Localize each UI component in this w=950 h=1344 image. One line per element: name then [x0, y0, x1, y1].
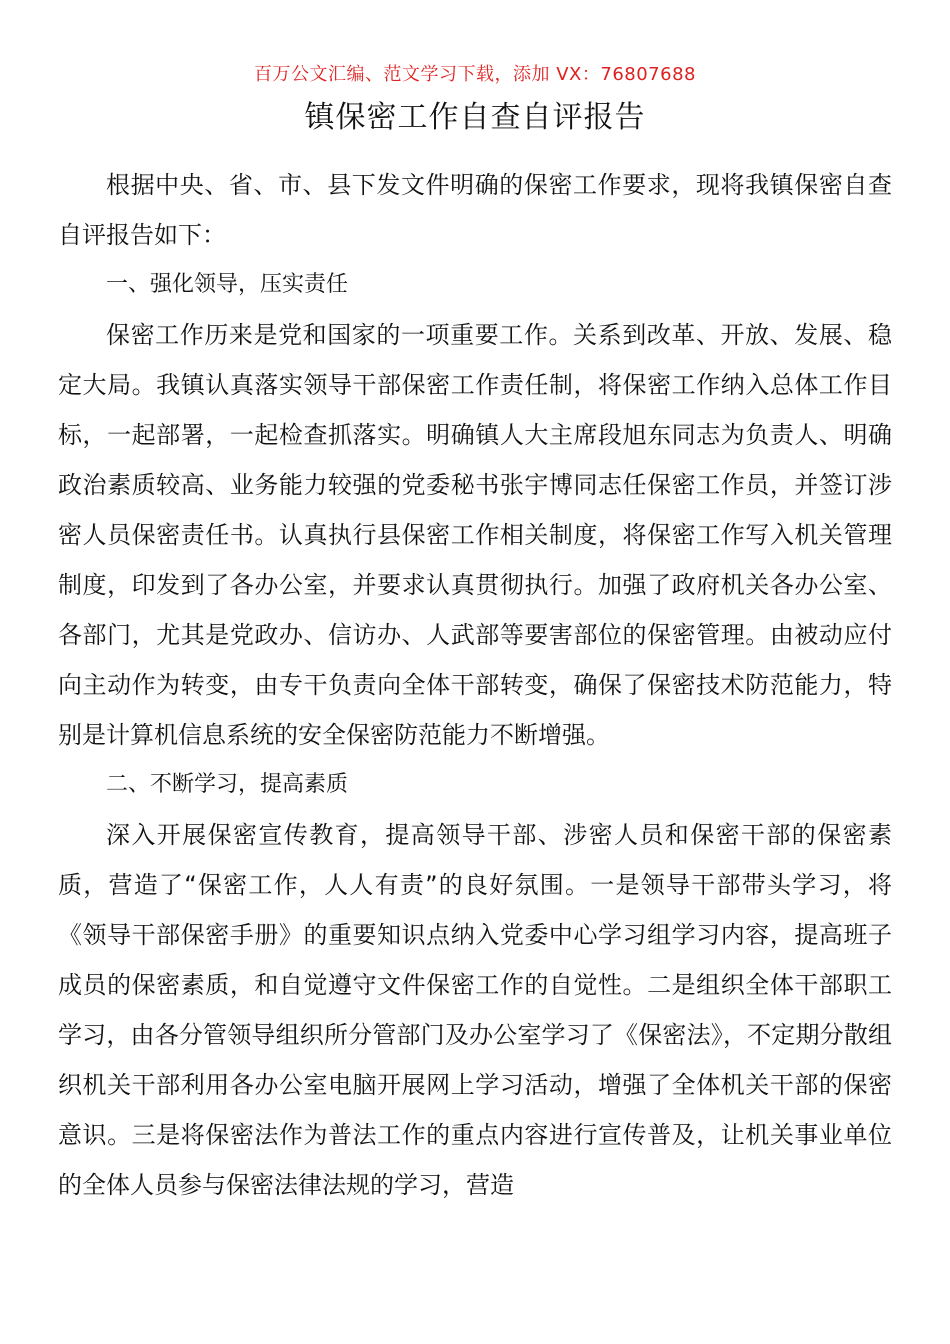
- watermark-header: 百万公文汇编、范文学习下载，添加 VX：76807688: [254, 64, 696, 85]
- document-body: [58, 160, 892, 1210]
- section-1-heading: 一、强化领导，压实责任: [106, 272, 349, 297]
- section-1-paragraph: 保密工作历来是党和国家的一项重要工作。关系到改革、开放、发展、稳定大局。我镇认真落实领导干部保密工作责任制，将保密工作纳入总体工作目标，一起部署，一起检查抓落实。明确镇人大主席段旭东同志为负责人、明确政治素质较高、业务能力较强的党委秘书张宇博同志任保密工作员，并签订涉密人员保密责任书。认真执行县保密工作相关制度，将保密工作写入机关管理制度，印发到了各办公室，并要求认真贯彻执行。加强了政府机关各办公室、各部门，尤其是党政办、信访办、人武部等要害部位的保密管理。由被动应付向主动作为转变，由专干负责向全体干部转变，确保了保密技术防范能力，特别是计算机信息系统的安全保密防范能力不断增强。: [58, 321, 892, 749]
- section-2-heading: 二、不断学习，提高素质: [106, 772, 349, 797]
- intro-paragraph: 根据中央、省、市、县下发文件明确的保密工作要求，现将我镇保密自查自评报告如下：: [58, 171, 892, 249]
- section-2-paragraph: 深入开展保密宣传教育，提高领导干部、涉密人员和保密干部的保密素质，营造了“保密工作，人人有责”的良好氛围。一是领导干部带头学习，将《领导干部保密手册》的重要知识点纳入党委中心学习组学习内容，提高班子成员的保密素质，和自觉遵守文件保密工作的自觉性。二是组织全体干部职工学习，由各分管领导组织所分管部门及办公室学习了《保密法》，不定期分散组织机关干部利用各办公室电脑开展网上学习活动，增强了全体机关干部的保密意识。三是将保密法作为普法工作的重点内容进行宣传普及，让机关事业单位的全体人员参与保密法律法规的学习，营造: [58, 821, 892, 1199]
- document-title: 镇保密工作自查自评报告: [304, 100, 646, 135]
